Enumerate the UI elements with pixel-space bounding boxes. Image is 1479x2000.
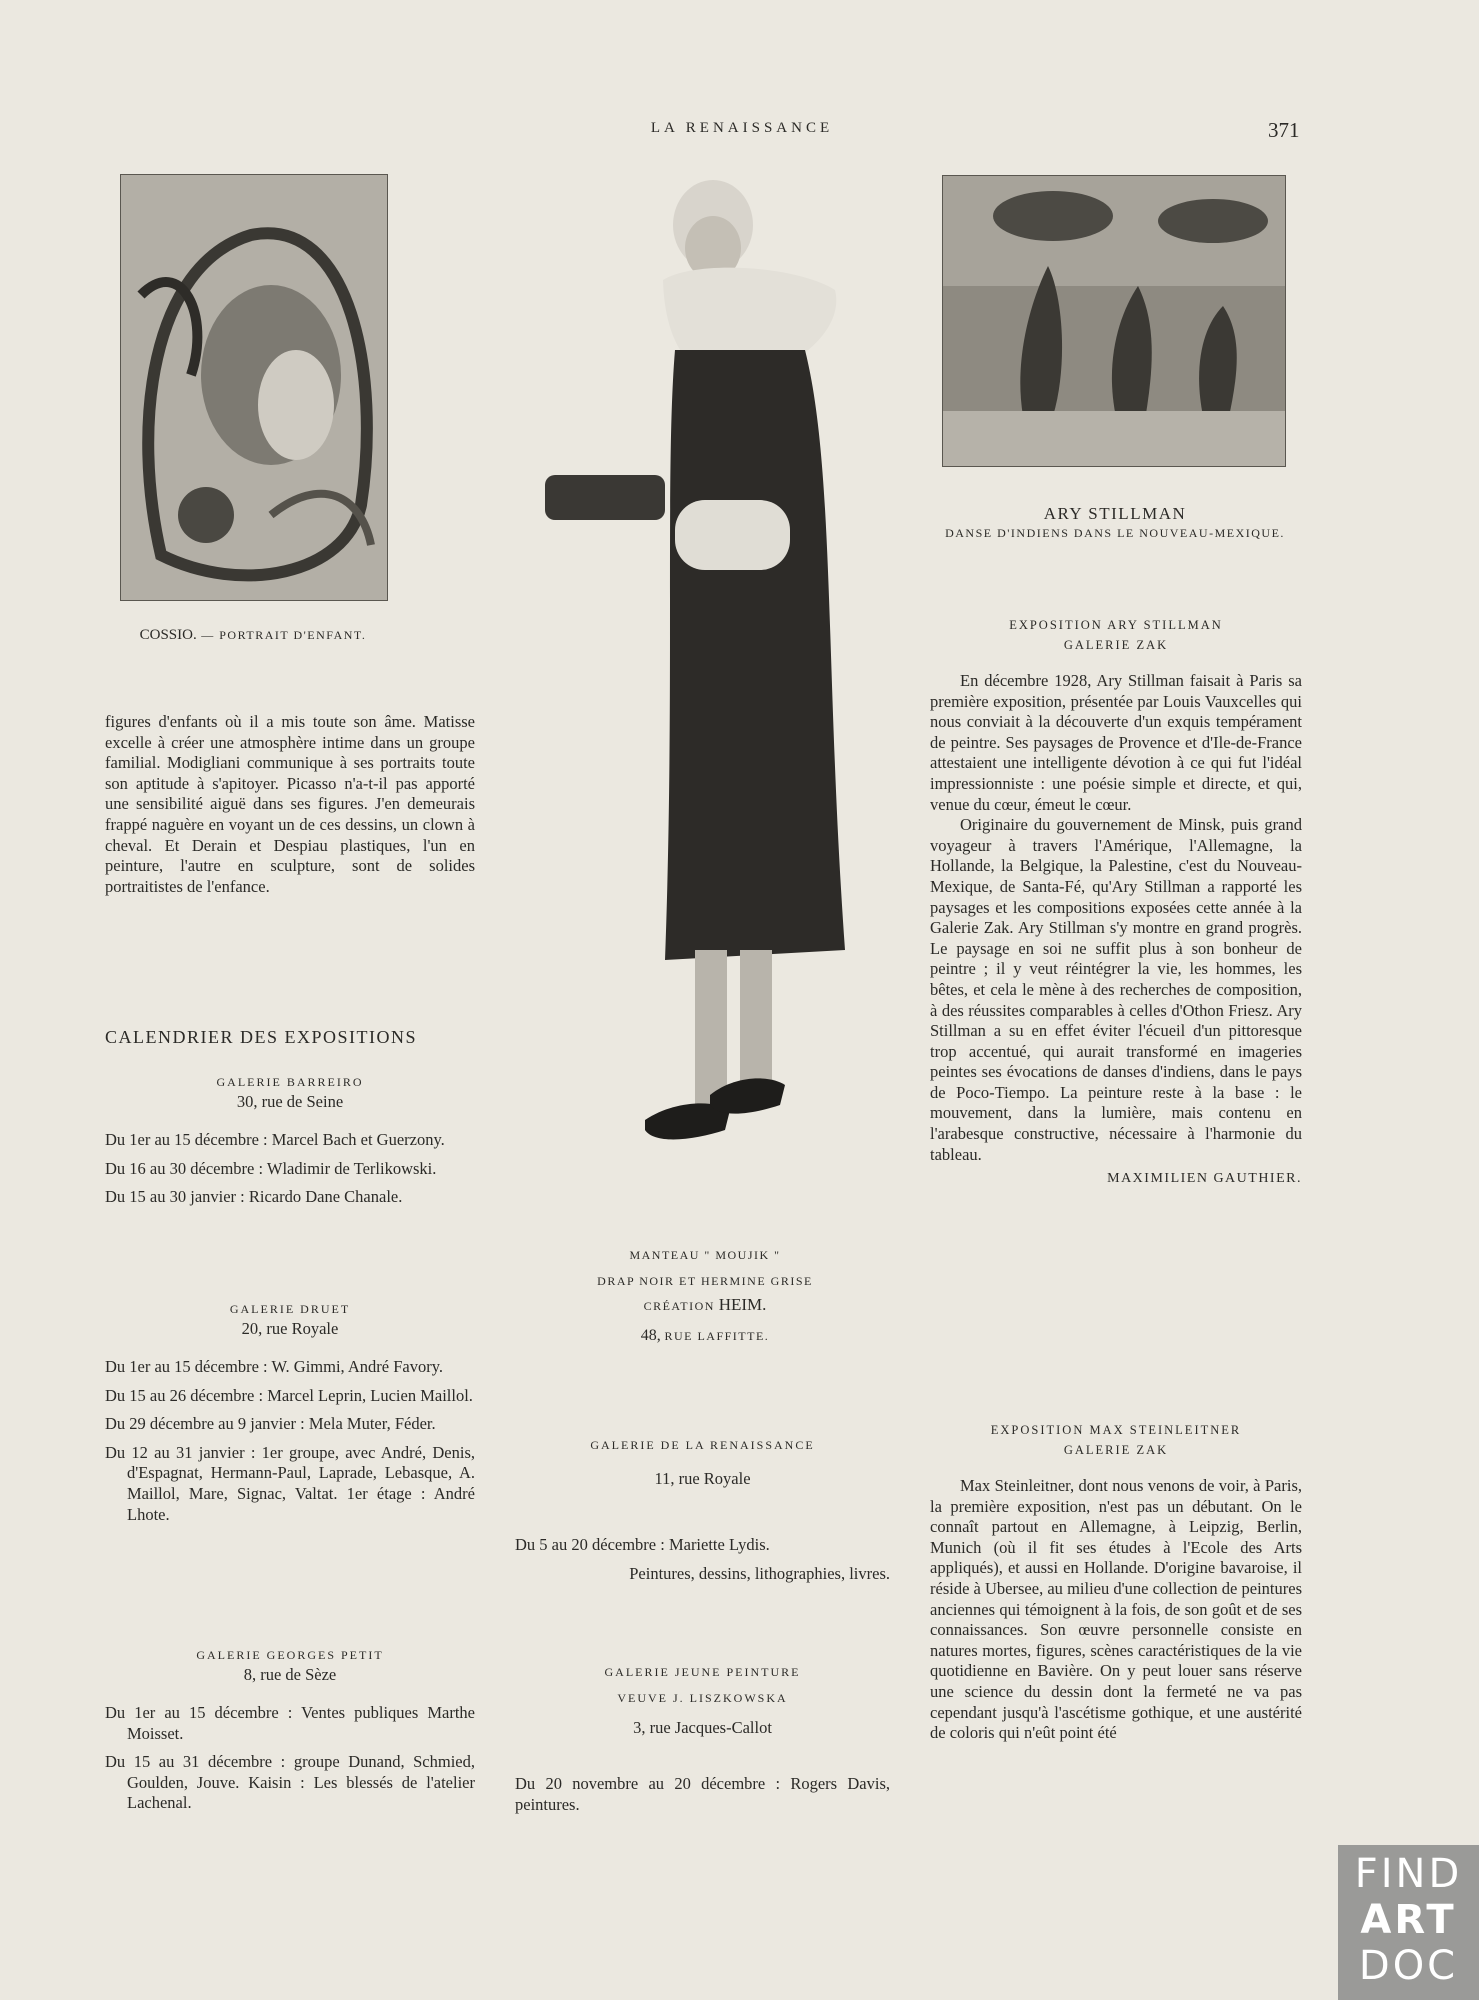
fashion-photo xyxy=(545,170,865,1185)
gallery-address: 30, rue de Seine xyxy=(236,1092,344,1111)
gallery-name: GALERIE GEORGES PETIT xyxy=(196,1648,384,1662)
steinleitner-paragraph: Max Steinleitner, dont nous venons de voir, à Paris, la première exposition, n'est pas un débutant. On le connaît partout en Allemagne, à Leipzig, Berlin, Munich (où il fit ses études à l'Ecole des Arts appliqués), et aussi en Hollande. D'origine bavaroise, il réside à Ubersee, au milieu d'une collection de peintures anciennes qui témoignent à la fois, de son goût et de ses connaissances. Son œuvre personnelle consiste en natures mortes, figures, scènes caractéristiques de la vie quotidienne en Bavière. On y peut louer sans réserve une science du dessin dont la fermeté ne va pas cependant jusqu'à l'ascétisme gothique, et une austérité de coloris qui n'eût point été xyxy=(930,1476,1302,1743)
fashion-caption-prefix: CRÉATION xyxy=(643,1299,715,1313)
fashion-caption-street: RUE LAFFITTE. xyxy=(664,1329,770,1343)
section-heading: EXPOSITION MAX STEINLEITNER xyxy=(990,1423,1242,1437)
calendar-title: CALENDRIER DES EXPOSITIONS xyxy=(105,1027,418,1047)
steinleitner-exhibition xyxy=(930,1420,1302,1744)
gallery-name: GALERIE DRUET xyxy=(229,1302,351,1316)
gallery-name: GALERIE DE LA RENAISSANCE xyxy=(590,1438,815,1452)
exhibition-entry: Du 15 au 30 janvier : Ricardo Dane Chanale. xyxy=(105,1187,403,1207)
running-title: LA RENAISSANCE xyxy=(650,120,834,136)
gallery-address: 20, rue Royale xyxy=(241,1319,339,1338)
section-subheading: GALERIE ZAK xyxy=(1063,1443,1169,1457)
gallery-name: GALERIE JEUNE PEINTURE xyxy=(604,1665,801,1679)
exhibition-entry: Du 1er au 15 décembre : W. Gimmi, André Favory. xyxy=(105,1357,444,1376)
section-heading: EXPOSITION ARY STILLMAN xyxy=(1009,618,1223,632)
exhibition-entry: Du 15 au 31 décembre : groupe Dunand, Schmied, Goulden, Jouve. Kaisin : Les blessés de l'atelier Lachenal. xyxy=(105,1752,475,1813)
logo-line-3: DOC xyxy=(1358,1943,1459,1989)
gallery-name: GALERIE BARREIRO xyxy=(216,1075,364,1089)
fashion-caption-line2: DRAP NOIR ET HERMINE GRISE xyxy=(597,1274,813,1288)
stillman-paragraph-2: Originaire du gouvernement de Minsk, puis grand voyageur à travers l'Amérique, l'Allemagne, la Hollande, la Belgique, la Palestine, c'est du Nouveau-Mexique, de Santa-Fé, qu'Ary Stillman a rapporté les paysages et les compositions exposées cette année à la Galerie Zak. Ary Stillman s'y montre en grand progrès. Le paysage en soi ne suffit plus à son bonheur de peintre ; il y veut réintégrer la vie, les hommes, les bêtes, et cela le mène à des recherches de composition, à des réussites comparables à celles d'Othon Friesz. Ary Stillman a su en effet éviter l'écueil d'un pittoresque trop accentué, qui aurait transformé en imageries peintes ses évocations de danses d'indiens, dans le pays de Poco-Tiempo. La peinture reste à la base : le mouvement, dans la lumière, mais contenu en l'arabesque constructive, nécessaire à l'harmonie du tableau. xyxy=(930,815,1302,1164)
exhibition-entry: Du 1er au 15 décembre : Ventes publiques Marthe Moisset. xyxy=(105,1703,475,1743)
gallery-druet xyxy=(105,1299,475,1525)
gallery-barreiro xyxy=(105,1072,475,1208)
gallery-address: 11, rue Royale xyxy=(654,1469,751,1488)
findartdoc-logo xyxy=(1338,1845,1479,2000)
fashion-caption-designer: HEIM. xyxy=(718,1295,767,1314)
section-subheading: GALERIE ZAK xyxy=(1063,638,1169,652)
gallery-jeune-peinture xyxy=(515,1662,890,1815)
exhibition-entry: Du 29 décembre au 9 janvier : Mela Muter, Féder. xyxy=(105,1414,436,1434)
logo-line-2: ART xyxy=(1360,1897,1457,1943)
exhibition-entry: Du 16 au 30 décembre : Wladimir de Terlikowski. xyxy=(105,1158,437,1178)
stillman-caption-artist: ARY STILLMAN xyxy=(1043,504,1187,523)
cossio-caption xyxy=(120,625,386,645)
author-signature: MAXIMILIEN GAUTHIER. xyxy=(1107,1171,1302,1187)
stillman-caption xyxy=(925,504,1305,543)
gallery-address: 8, rue de Sèze xyxy=(243,1665,337,1684)
stillman-paragraph-1: En décembre 1928, Ary Stillman faisait à Paris sa première exposition, présentée par Louis Vauxcelles qui nous conviait à la découverte d'un exquis tempérament de peintre. Ses paysages de Provence et d'Ile-de-France attestaient une intelligente dévotion à ce qui fut l'idéal impressionniste : une poésie simple et directe, et qui, venue du cœur, émeut le cœur. xyxy=(930,671,1302,814)
exhibition-entry: Du 5 au 20 décembre : Mariette Lydis. xyxy=(515,1535,770,1554)
gallery-georges-petit xyxy=(105,1645,475,1814)
cossio-caption-title: — PORTRAIT D'ENFANT. xyxy=(196,628,367,642)
exhibition-entry: Du 1er au 15 décembre : Marcel Bach et Guerzony. xyxy=(105,1130,445,1149)
gallery-address: 3, rue Jacques-Callot xyxy=(633,1718,772,1737)
logo-line-1: FIND xyxy=(1354,1851,1463,1897)
gallery-renaissance xyxy=(515,1435,890,1584)
stillman-caption-title: DANSE D'INDIENS DANS LE NOUVEAU-MEXIQUE. xyxy=(945,526,1285,540)
left-paragraph: figures d'enfants où il a mis toute son âme. Matisse excelle à créer une atmosphère intime dans un groupe familial. Modigliani communique à ses portraits toute son aptitude à s'apitoyer. Picasso n'a-t-il pas apporté une sensibilité aiguë dans ses figures. J'en demeurais frappé naguère en voyant un de ces dessins, un clown à cheval. Et Derain et Despiau plastiques, l'un en peinture, l'autre en sculpture, sont de solides portraitistes de l'enfance. xyxy=(105,712,475,896)
exhibition-entry: Du 15 au 26 décembre : Marcel Leprin, Lucien Maillol. xyxy=(105,1385,473,1405)
exhibition-entry: Peintures, dessins, lithographies, livres. xyxy=(629,1563,890,1583)
stillman-exhibition xyxy=(930,615,1302,1187)
cossio-caption-artist: COSSIO. xyxy=(139,627,197,643)
exhibition-entry: Du 20 novembre au 20 décembre : Rogers Davis, peintures. xyxy=(515,1774,890,1814)
cossio-portrait-image xyxy=(120,174,388,601)
fashion-caption-line1: MANTEAU " MOUJIK " xyxy=(629,1248,781,1262)
gallery-name-2: VEUVE J. LISZKOWSKA xyxy=(617,1691,788,1705)
stillman-painting-image xyxy=(942,175,1286,467)
fashion-caption xyxy=(535,1245,875,1346)
page-number: 371 xyxy=(1268,118,1300,142)
left-intro-text xyxy=(105,712,475,897)
fashion-caption-number: 48, xyxy=(640,1327,661,1344)
exhibition-entry: Du 12 au 31 janvier : 1er groupe, avec André, Denis, d'Espagnat, Hermann-Paul, Laprade, Lebasque, A. Maillol, Mare, Signac, Valtat. 1er étage : André Lhote. xyxy=(105,1442,475,1524)
